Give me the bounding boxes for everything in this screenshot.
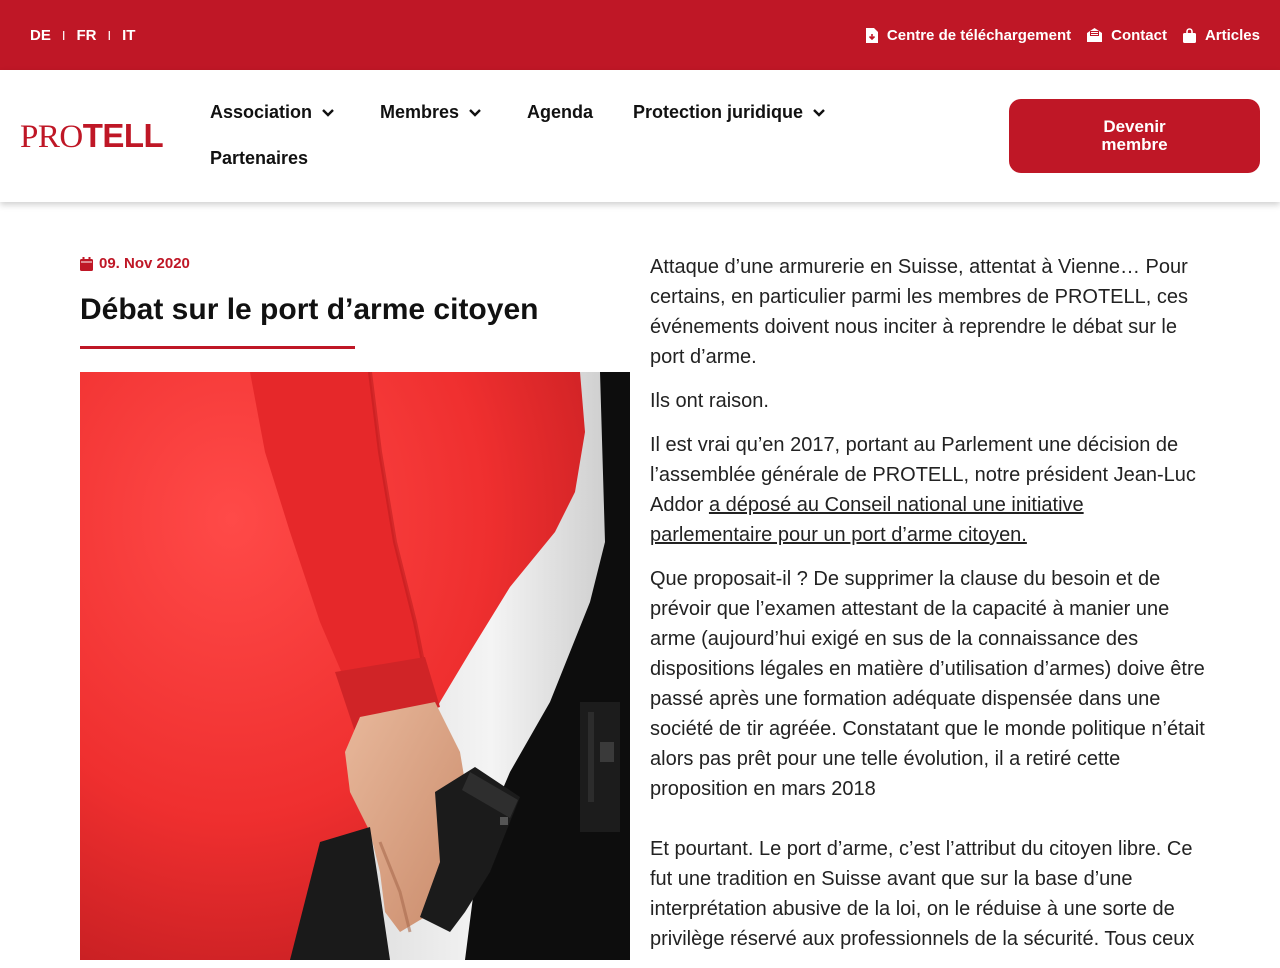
top-bar — [0, 0, 1280, 70]
paragraph: Et pourtant. Le port d’arme, c’est l’attribut du citoyen libre. Ce fut une tradition en Suisse avant que sur la base d’une interprétation abusive de la loi, on le réduise à une sorte de privilège réservé aux professionnels de la sécurité. Tous ceux — [650, 838, 1195, 950]
nav-label: Protection juridique — [633, 102, 804, 122]
nav-label: Association — [210, 102, 313, 122]
download-center-link[interactable] — [866, 27, 1071, 44]
utility-links — [850, 27, 1260, 44]
logo-text-pro: PRO — [20, 119, 83, 155]
lang-de-link[interactable]: DE — [30, 26, 51, 44]
chevron-down-icon — [813, 109, 825, 117]
nav-membres[interactable] — [380, 102, 481, 123]
chevron-down-icon — [469, 109, 481, 117]
title-divider — [80, 346, 355, 349]
articles-label: Articles — [1204, 26, 1260, 44]
hero-photo-illustration — [80, 372, 630, 960]
paragraph: Ils ont raison. — [650, 390, 769, 412]
chevron-down-icon — [322, 109, 334, 117]
paragraph: Attaque d’une armurerie en Suisse, attentat à Vienne… Pour certains, en particulier parmi les membres de PROTELL, ces événements doivent nous inciter à reprendre le débat sur le port d’arme. — [650, 256, 1188, 368]
post-hero-image — [80, 372, 630, 960]
main-header — [0, 70, 1280, 202]
post-body — [650, 252, 1210, 968]
calendar-icon — [80, 257, 93, 271]
nav-label: Agenda — [527, 102, 594, 122]
shopping-bag-icon — [1183, 28, 1196, 43]
nav-association[interactable] — [210, 102, 334, 123]
initiative-link[interactable]: a déposé au Conseil national une initiative parlementaire pour un port d’arme citoyen. — [650, 494, 1084, 546]
post-date — [80, 255, 190, 272]
paragraph-spacer — [650, 818, 1210, 834]
file-download-icon — [866, 28, 878, 43]
nav-label: Partenaires — [210, 148, 309, 168]
paragraph: Que proposait-il ? De supprimer la clause du besoin et de prévoir que l’examen attestant de la capacité à manier une arme (aujourd’hui exigé en sus de la connaissance des dispositions légales en matière d’utilisation d’armes) doive être passé après une formation adéquate dispensée dans une société de tir agréée. Constatant que le monde politique n’était alors pas prêt pour une telle évolution, il a retiré cette proposition en mars 2018 — [650, 568, 1205, 800]
nav-agenda[interactable] — [527, 102, 593, 123]
articles-link[interactable] — [1183, 27, 1260, 44]
post-title: Débat sur le port d’arme citoyen — [80, 293, 539, 326]
paragraph-text: Il est vrai qu’en 2017, portant au Parlement une décision de l’assemblée générale de PROTELL, notre président Jean-Luc Addor — [650, 434, 1196, 516]
nav-partenaires[interactable] — [210, 148, 308, 169]
contact-label: Contact — [1111, 26, 1167, 44]
lang-fr-link[interactable]: FR — [76, 26, 97, 44]
download-center-label: Centre de téléchargement — [886, 26, 1072, 44]
nav-label: Membres — [380, 102, 460, 122]
lang-separator: I — [107, 27, 112, 43]
nav-protection-juridique[interactable] — [633, 102, 825, 123]
lang-it-link[interactable]: IT — [122, 26, 136, 44]
logo-text-tell: TELL — [82, 117, 164, 154]
protell-logo[interactable] — [20, 118, 163, 155]
language-switcher — [30, 27, 135, 44]
paragraph — [650, 430, 1210, 550]
contact-link[interactable] — [1087, 27, 1167, 44]
lang-separator: I — [61, 27, 66, 43]
become-member-button[interactable]: Devenir membre — [1009, 99, 1260, 173]
post-date-text: 09. Nov 2020 — [99, 255, 190, 272]
envelope-open-icon — [1087, 28, 1102, 42]
